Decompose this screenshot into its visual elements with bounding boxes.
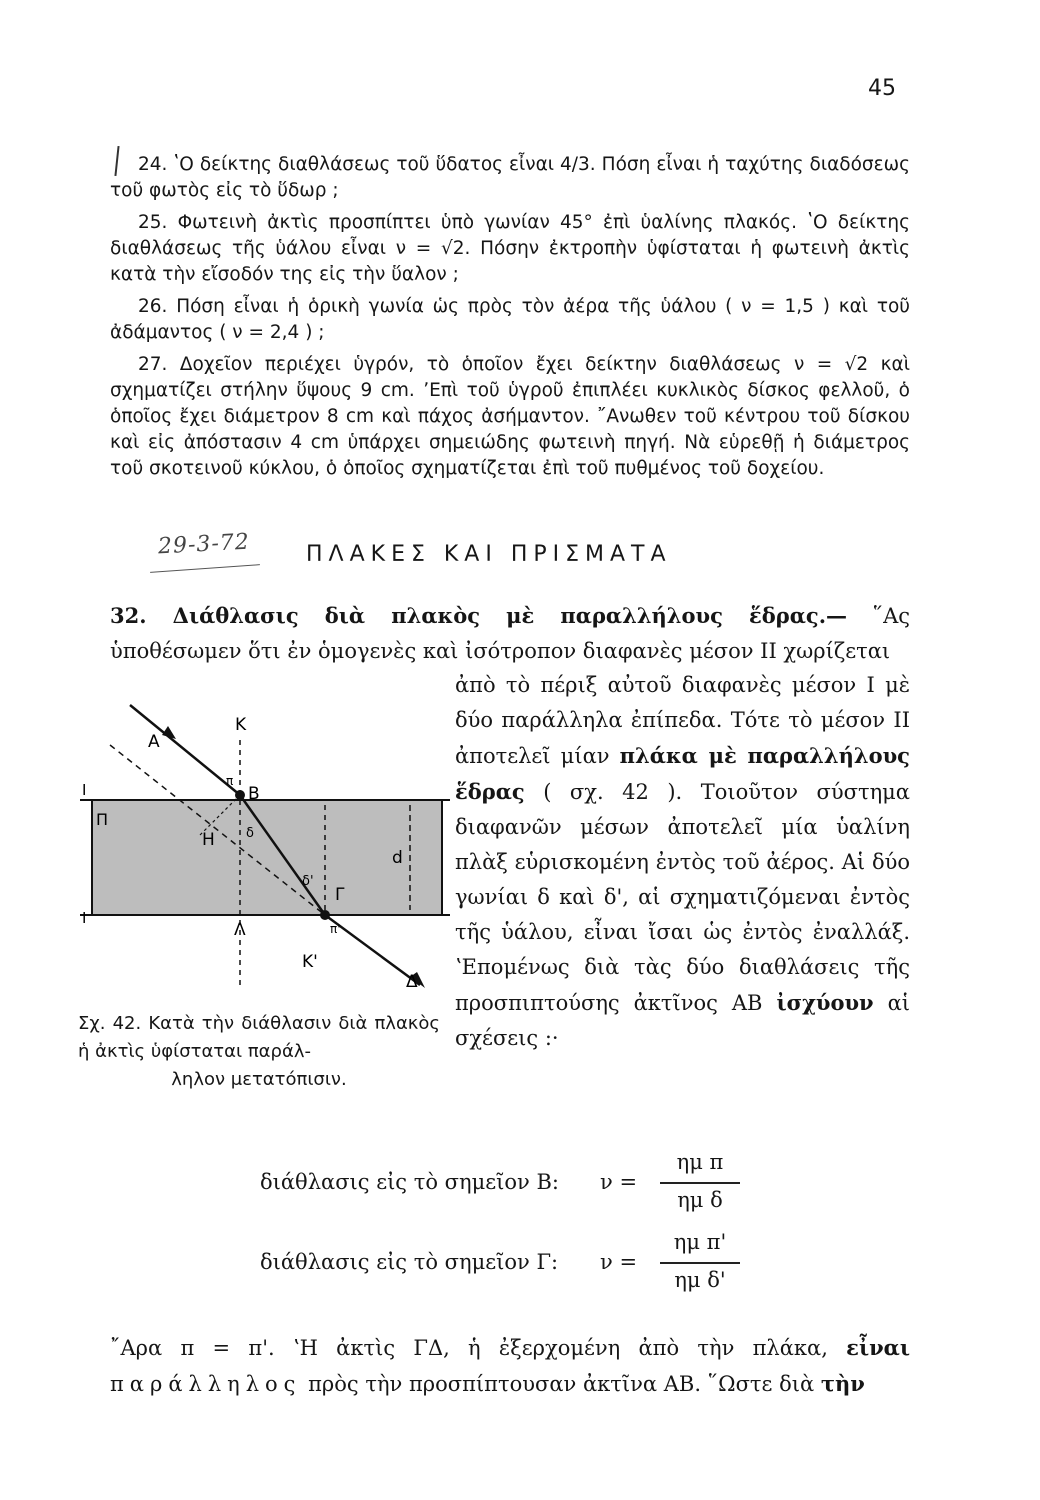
label-i-top: I xyxy=(82,781,87,799)
label-b: Β xyxy=(248,784,260,804)
equation-gamma-bar xyxy=(660,1262,740,1264)
label-i-bottom: I xyxy=(82,909,87,927)
equation-gamma-fraction xyxy=(660,1230,740,1292)
label-pi: π xyxy=(226,774,234,788)
equation-gamma-denominator: ημ δ' xyxy=(674,1267,726,1292)
caption-line-2: πλακὸς ἡ ἀκτὶς ὑφίσταται παράλ- xyxy=(78,1013,440,1062)
label-d: d xyxy=(392,848,403,868)
conclusion-bold-end: τὴν xyxy=(820,1371,865,1396)
label-a: Α xyxy=(148,732,160,752)
handwritten-date: 29-3-72 xyxy=(157,529,251,560)
incident-ray xyxy=(130,705,240,795)
label-delta-point: Δ xyxy=(406,972,418,992)
caption-line-1: Σχ. 42. Κατὰ τὴν διάθλασιν διὰ xyxy=(78,1013,368,1034)
figure-42 xyxy=(80,695,460,995)
label-pi-prime: π' xyxy=(330,922,341,936)
page-number: 45 xyxy=(868,76,896,101)
equation-gamma xyxy=(260,1230,820,1300)
problems-list xyxy=(110,152,910,488)
equation-b xyxy=(260,1150,820,1220)
body-text-1: ἀπὸ τὸ πέριξ αὐτοῦ διαφανὲς μέσον Ι μὲ δύο παράλληλα ἐπίπεδα. Τότε τὸ μέσον ΙΙ ἀποτελεῖ μίαν xyxy=(455,673,910,768)
caption-line-3: ληλον μετατόπισιν. xyxy=(171,1069,347,1090)
label-delta: δ xyxy=(246,826,254,841)
problem-25: 25. Φωτεινὴ ἀκτὶς προσπίπτει ὑπὸ γωνίαν 45° ἐπὶ ὑαλίνης πλακός. ʽΟ δείκτης διαθλάσεως τῆς ὑάλου εἶναι ν = √2. Πόσην ἐκτροπὴν ὑφίσταται ἡ φωτεινὴ ἀκτὶς κατὰ τὴν εἴσοδόν της εἰς τὴν ὕαλον ; xyxy=(110,212,910,285)
equation-b-label: διάθλασις εἰς τὸ σημεῖον Β: xyxy=(260,1170,559,1194)
label-ii: Π xyxy=(96,810,109,829)
equation-b-fraction xyxy=(660,1150,740,1212)
body-text-2: ( σχ. 42 ). Τοιοῦτον σύστημα διαφανῶν μέσων ἀποτελεῖ μία ὑαλίνη πλὰξ εὑρισκομένη ἐντὸς τοῦ ἀέρος. Αἱ δύο γωνίαι δ καὶ δ', αἱ σχηματιζόμεναι ἐντὸς τῆς ὑάλου, εἶναι ἴσαι ὡς ἐντὸς ἐναλλάξ. ʽΕπομένως διὰ τὰς δύο διαθλάσεις τῆς προσπιπτούσης ἀκτῖνος ΑΒ xyxy=(455,780,910,1015)
equation-gamma-lhs: ν = xyxy=(600,1250,638,1274)
section-title: 32. Διάθλασις διὰ πλακὸς μὲ παραλλήλους ἕδρας.— xyxy=(110,603,848,628)
equation-b-lhs: ν = xyxy=(600,1170,638,1194)
equation-gamma-label: διάθλασις εἰς τὸ σημεῖον Γ: xyxy=(260,1250,559,1274)
body-text-3: αἱ σχέσεις :· xyxy=(455,991,910,1050)
conclusion-text-1: ῎Αρα π = π'. ʽΗ ἀκτὶς ΓΔ, ἡ ἐξερχομένη ἀπὸ τὴν πλάκα, xyxy=(110,1336,828,1360)
problem-24: 24. ʽΟ δείκτης διαθλάσεως τοῦ ὕδατος εἶναι 4/3. Πόση εἶναι ἡ ταχύτης διαδόσεως τοῦ φωτὸς εἰς τὸ ὕδωρ ; xyxy=(110,154,910,201)
conclusion-text-2: πρὸς τὴν προσπίπτουσαν ἀκτῖνα ΑΒ. ῞Ωστε διὰ xyxy=(308,1372,815,1396)
section-heading: ΠΛΑΚΕΣ ΚΑΙ ΠΡΙΣΜΑΤΑ xyxy=(306,542,672,567)
glass-plate xyxy=(92,800,442,915)
section-body xyxy=(455,668,910,1056)
equation-b-bar xyxy=(660,1182,740,1184)
point-gamma xyxy=(320,910,330,920)
label-gamma: Γ xyxy=(335,885,345,905)
date-underline xyxy=(150,564,260,573)
problem-27: 27. Δοχεῖον περιέχει ὑγρόν, τὸ ὁποῖον ἔχει δείκτην διαθλάσεως ν = √2 καὶ σχηματίζει στήλην ὕψους 9 cm. ʼΕπὶ τοῦ ὑγροῦ ἐπιπλέει κυκλικὸς δίσκος φελλοῦ, ὁ ὁποῖος ἔχει διάμετρον 8 cm καὶ πάχος ἀσήμαντον. ῎Ανωθεν τοῦ κέντρου τοῦ δίσκου καὶ εἰς ἀπόστασιν 4 cm ὑπάρχει σημειώδης φωτεινὴ πηγή. Νὰ εὑρεθῇ ἡ διάμετρος τοῦ σκοτεινοῦ κύκλου, ὁ ὁποῖος σχηματίζεται ἐπὶ τοῦ πυθμένος τοῦ δοχείου. xyxy=(110,354,910,479)
equation-b-denominator: ημ δ xyxy=(677,1187,723,1212)
label-k-prime: Κ' xyxy=(302,952,318,972)
conclusion-spaced: παράλληλος xyxy=(110,1372,302,1396)
section-intro-text: ῞Ας ὑποθέσωμεν ὅτι ἐν ὁμογενὲς καὶ ἰσότροπον διαφανὲς μέσον ΙΙ χωρίζεται xyxy=(110,604,910,663)
point-b xyxy=(235,790,245,800)
label-delta-prime: δ' xyxy=(302,874,314,889)
conclusion xyxy=(110,1330,910,1402)
equation-b-numerator: ημ π xyxy=(676,1150,724,1174)
problem-26: 26. Πόση εἶναι ἡ ὁρικὴ γωνία ὡς πρὸς τὸν ἀέρα τῆς ὑάλου ( ν = 1,5 ) καὶ τοῦ ἀδάμαντος ( ν = 2,4 ) ; xyxy=(110,296,910,343)
term-plate: πλάκα μὲ παραλλήλους ἕδρας xyxy=(455,743,910,804)
conclusion-bold: εἶναι xyxy=(846,1335,910,1360)
label-lambda: Λ xyxy=(234,920,246,940)
term-hold: ἰσχύουν xyxy=(776,990,874,1015)
figure-caption xyxy=(78,1010,440,1094)
section-intro xyxy=(110,598,910,669)
equation-gamma-numerator: ημ π' xyxy=(673,1230,727,1254)
label-h: Η xyxy=(202,830,215,850)
label-k: Κ xyxy=(235,715,247,735)
